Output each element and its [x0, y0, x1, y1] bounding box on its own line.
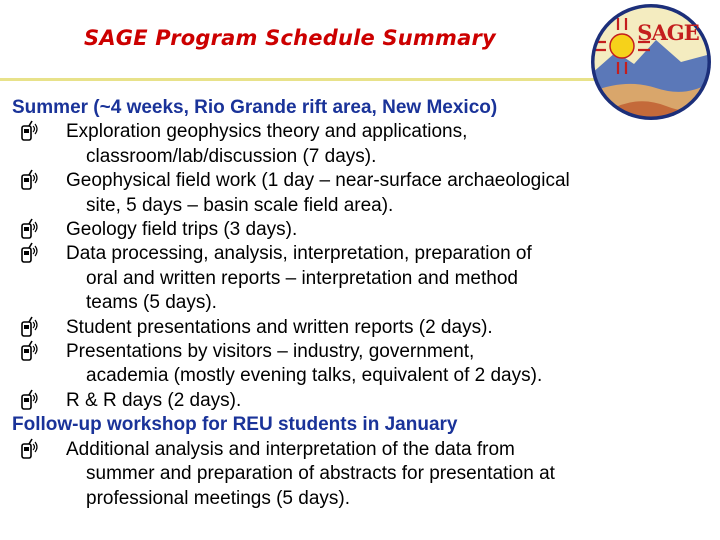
item-line: classroom/lab/discussion (7 days).: [86, 145, 377, 167]
cellphone-icon: [16, 389, 38, 413]
item-line: teams (5 days).: [86, 292, 217, 314]
slide-title: SAGE Program Schedule Summary: [84, 26, 496, 50]
summer-item-6: [12, 340, 712, 389]
summer-item-3: [12, 218, 712, 242]
cellphone-icon: [16, 169, 38, 193]
item-line: Presentations by visitors – industry, government,: [66, 341, 475, 363]
item-line: Additional analysis and interpretation of the data from: [66, 438, 515, 460]
item-line: R & R days (2 days).: [66, 389, 242, 411]
section-followup: [12, 413, 712, 511]
section-heading: Follow-up workshop for REU students in January: [12, 414, 458, 436]
cellphone-icon: [16, 438, 38, 462]
logo-text: SAGE: [637, 20, 699, 45]
summer-item-5: [12, 316, 712, 340]
item-line: oral and written reports – interpretation and method: [86, 267, 518, 289]
cellphone-icon: [16, 120, 38, 144]
item-line: Geology field trips (3 days).: [66, 219, 298, 241]
cellphone-icon: [16, 316, 38, 340]
summer-item-2: [12, 169, 712, 218]
summer-item-4: [12, 242, 712, 315]
item-line: Student presentations and written reports (2 days).: [66, 316, 493, 338]
section-heading: Summer (~4 weeks, Rio Grande rift area, New Mexico): [12, 97, 498, 118]
schedule-content: [12, 96, 712, 511]
item-line: summer and preparation of abstracts for presentation at: [86, 463, 555, 485]
title-underline: [0, 78, 600, 81]
summer-item-7: [12, 389, 712, 413]
item-line: Geophysical field work (1 day – near-surface archaeological: [66, 170, 570, 192]
item-line: professional meetings (5 days).: [86, 487, 351, 509]
item-line: Exploration geophysics theory and applications,: [66, 121, 468, 143]
cellphone-icon: [16, 218, 38, 242]
cellphone-icon: [16, 340, 38, 364]
section-summer: [12, 96, 712, 413]
summer-item-1: [12, 120, 712, 169]
item-line: academia (mostly evening talks, equivalent of 2 days).: [86, 365, 543, 387]
followup-item-1: [12, 438, 712, 511]
item-line: Data processing, analysis, interpretation, preparation of: [66, 243, 532, 265]
item-line: site, 5 days – basin scale field area).: [86, 194, 394, 216]
cellphone-icon: [16, 242, 38, 266]
